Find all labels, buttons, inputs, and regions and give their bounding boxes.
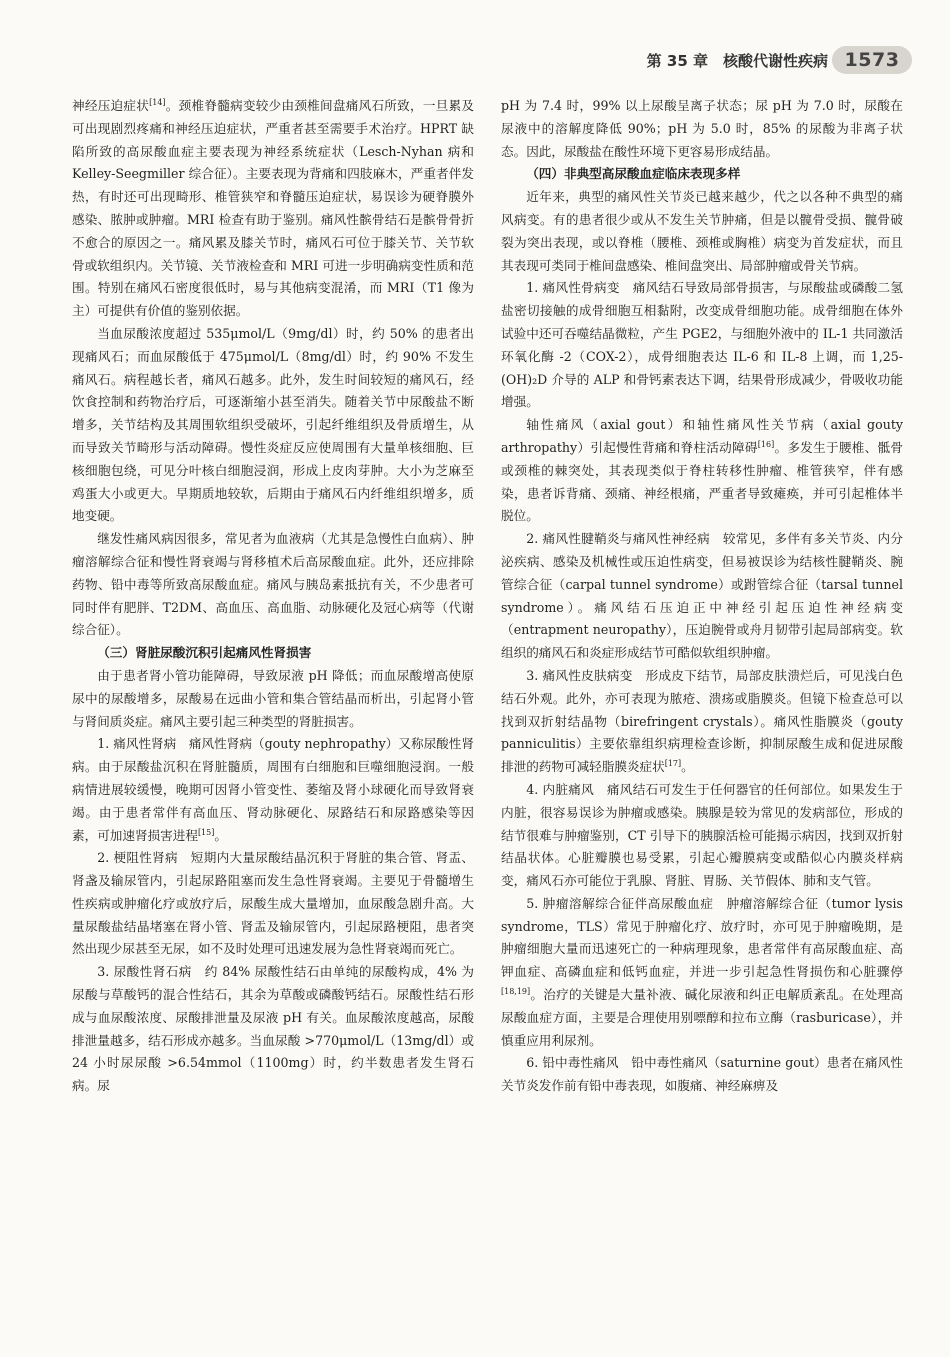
citation: [15] [197,827,215,837]
citation: [17] [664,758,682,768]
paragraph: 3. 尿酸性肾石病 约 84% 尿酸性结石由单纯的尿酸构成，4% 为尿酸与草酸钙的混合性结石，其余为草酸或磷酸钙结石。尿酸性结石形成与血尿酸浓度、尿酸排泄量及尿液 pH 有关。血尿酸浓度越高，尿酸排泄量越多，结石形成亦越多。当血尿酸 >770μmol/L（13mg/dl）或 24 小时尿尿酸 >6.54mmol（1100mg）时，约半数患者发生肾石病。尿 [72,964,474,1094]
paragraph: 6. 铅中毒性痛风 铅中毒性痛风（saturnine gout）患者在痛风性关节炎发作前有铅中毒表现，如腹痛、神经麻痹及 [501,1055,903,1094]
chapter-title: 第 35 章 核酸代谢性疾病 [646,52,828,70]
paragraph: 由于患者肾小管功能障碍，导致尿液 pH 降低；而血尿酸增高使原尿中的尿酸增多，尿酸易在远曲小管和集合管结晶而析出，引起肾小管与肾间质炎症。痛风主要引起三种类型的肾脏损害。 [72,667,474,729]
paragraph: 2. 痛风性腱鞘炎与痛风性神经病 较常见，多伴有多关节炎、内分泌疾病、感染及机械性或压迫性病变，但易被误诊为结核性腱鞘炎、腕管综合征（carpal tunnel syndrome）或跗管综合征（tarsal tunnel syndrome）。痛风结石压迫正中神经引起压迫性神经病变（entrapment neuropathy），压迫腕骨或舟月韧带引起局部病变。软组织的痛风石和炎症形成结节可酷似软组织肿瘤。 [501,531,903,661]
citation: [18,19] [501,986,531,996]
paragraph: 轴性痛风（axial gout）和轴性痛风性关节病（axial gouty arthropathy）引起慢性背痛和脊柱活动障碍[16]。多发生于腰椎、骶骨或颈椎的棘突处，其表现类似于脊柱转移性肿瘤、椎管狭窄，伴有感染，患者诉背痛、颈痛、神经根痛，严重者导致瘫痪，并可引起椎体半脱位。 [501,417,903,524]
paragraph: 当血尿酸浓度超过 535μmol/L（9mg/dl）时，约 50% 的患者出现痛风石；而血尿酸低于 475μmol/L（8mg/dl）时，约 90% 不发生痛风石。病程越长者，痛风石越多。此外，发生时间较短的痛风石，经饮食控制和药物治疗后，可逐渐缩小甚至消失。随着关节中尿酸盐不断增多，关节结构及其周围软组织受破坏，引起纤维组织及骨质增生，从而导致关节畸形与活动障碍。慢性炎症反应使周围有大量单核细胞、巨核细胞包绕，可见分叶核白细胞浸润，形成上皮肉芽肿。大小为芝麻至鸡蛋大小或更大。早期质地较软，后期由于痛风石内纤维组织增多，质地变硬。 [72,325,474,524]
citation: [16] [757,439,775,449]
paragraph: 5. 肿瘤溶解综合征伴高尿酸血症 肿瘤溶解综合征（tumor lysis syndrome，TLS）常见于肿瘤化疗、放疗时，亦可见于肿瘤晚期，是肿瘤细胞大量而迅速死亡的一种病理现象，患者常伴有高尿酸血症、高钾血症、高磷血症和低钙血症，并进一步引起急性肾损伤和心脏骤停[18,19]。治疗的关键是大量补液、碱化尿液和纠正电解质紊乱。在处理高尿酸血症方面，主要是合理使用别嘌醇和拉布立酶（rasburicase），并慎重应用利尿剂。 [501,895,903,1048]
page-header [0,46,950,80]
paragraph: pH 为 7.4 时，99% 以上尿酸呈离子状态；尿 pH 为 7.0 时，尿酸在尿液中的溶解度降低 90%；pH 为 5.0 时，85% 的尿酸为非离子状态。因此，尿酸盐在酸性环境下更容易形成结晶。 [501,98,903,159]
paragraph: 继发性痛风病因很多，常见者为血液病（尤其是急慢性白血病）、肿瘤溶解综合征和慢性肾衰竭与肾移植术后高尿酸血症。此外，还应排除药物、铅中毒等所致高尿酸血症。痛风与胰岛素抵抗有关，不少患者可同时伴有肥胖、T2DM、高血压、高血脂、动脉硬化及冠心病等（代谢综合征）。 [72,531,474,638]
section-heading: （四）非典型高尿酸血症临床表现多样 [526,166,741,182]
left-column [72,95,474,1098]
paragraph: 1. 痛风性肾病 痛风性肾病（gouty nephropathy）又称尿酸性肾病。由于尿酸盐沉积在肾脏髓质，周围有白细胞和巨噬细胞浸润。一般病情进展较缓慢，晚期可因肾小管变性、萎缩及肾小球硬化而导致肾衰竭。由于患者常伴有高血压、肾动脉硬化、尿路结石和尿路感染等因素，可加速肾损害进程[15]。 [72,736,474,843]
paragraph: 1. 痛风性骨病变 痛风结石导致局部骨损害，与尿酸盐或磷酸二氢盐密切接触的成骨细胞互相黏附，改变成骨细胞功能。成骨细胞在体外试验中还可吞噬结晶微粒，产生 PGE2，与细胞外液中的 IL-1 共同激活环氧化酶 -2（COX-2），成骨细胞表达 IL-6 和 IL-8 上调，而 1,25-(OH)₂D 介导的 ALP 和骨钙素表达下调，结果骨形成减少，骨吸收功能增强。 [501,280,903,410]
paragraph: 近年来，典型的痛风性关节炎已越来越少，代之以各种不典型的痛风病变。有的患者很少或从不发生关节肿痛，但是以髋骨受损、髋骨破裂为突出表现，或以脊椎（腰椎、颈椎或胸椎）病变为首发症状，而且其表现可类同于椎间盘感染、椎间盘突出、局部肿瘤或骨关节病。 [501,189,903,273]
page-number: 1573 [832,46,912,74]
citation: [14] [149,97,166,107]
paragraph: 3. 痛风性皮肤病变 形成皮下结节，局部皮肤溃烂后，可见浅白色结石外观。此外，亦可表现为脓疮、溃疡或脂膜炎。但镜下检查总可以找到双折射结晶物（birefringent crystals）。痛风性脂膜炎（gouty panniculitis）主要依靠组织病理检查诊断，抑制尿酸生成和促进尿酸排泄的药物可减轻脂膜炎症状[17]。 [501,667,903,775]
paragraph: 2. 梗阻性肾病 短期内大量尿酸结晶沉积于肾脏的集合管、肾盂、肾盏及输尿管内，引起尿路阻塞而发生急性肾衰竭。主要见于骨髓增生性疾病或肿瘤化疗或放疗后，尿酸生成大量增加，血尿酸急剧升高。大量尿酸盐结晶堵塞在肾小管、肾盂及输尿管内，引起尿路梗阻，患者突然出现少尿甚至无尿，如不及时处理可迅速发展为急性肾衰竭而死亡。 [72,850,474,957]
paragraph: 4. 内脏痛风 痛风结石可发生于任何器官的任何部位。如果发生于内脏，很容易误诊为肿瘤或感染。胰腺是较为常见的发病部位，形成的结节很难与肿瘤鉴别，CT 引导下的胰腺活检可能揭示病因，找到双折射结晶状体。心脏瓣膜也易受累，引起心瓣膜病变或酷似心内膜炎样病变，痛风石亦可能位于乳腺、肾脏、胃肠、关节假体、肺和支气管。 [501,781,903,889]
paragraph: 神经压迫症状[14]。颈椎脊髓病变较少由颈椎间盘痛风石所致，一旦累及可出现剧烈疼痛和神经压迫症状，严重者甚至需要手术治疗。HPRT 缺陷所致的高尿酸血症主要表现为神经系统症状（Lesch-Nyhan 病和 Kelley-Seegmiller 综合征）。主要表现为背痛和四肢麻木，严重者伴发热，有时还可出现畸形、椎管狭窄和脊髓压迫症状，易误诊为硬脊膜外感染、脓肿或肿瘤。MRI 检查有助于鉴别。痛风性髌骨结石是髌骨骨折不愈合的原因之一。痛风累及膝关节时，痛风石可位于膝关节、关节软骨或软组织内。关节镜、关节液检查和 MRI 可进一步明确病变性质和范围。特别在痛风石密度很低时，易与其他病变混淆，而 MRI（T1 像为主）可提供有价值的鉴别依据。 [72,97,475,319]
section-heading: （三）肾脏尿酸沉积引起痛风性肾损害 [97,645,312,661]
right-column [501,95,903,1098]
